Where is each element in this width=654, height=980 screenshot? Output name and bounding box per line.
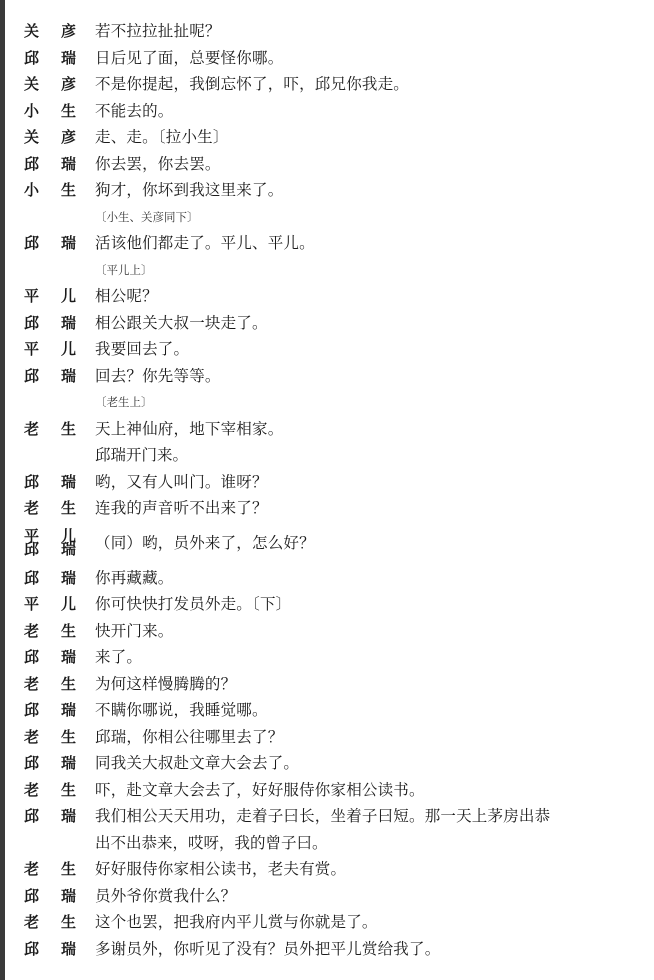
dialogue-text: 不是你提起，我倒忘怀了，吓，邱兄你我走。 — [95, 75, 410, 93]
dialogue-row — [0, 724, 654, 751]
dialogue-row — [0, 18, 654, 45]
dialogue-text: 相公跟关大叔一块走了。 — [95, 313, 268, 332]
speaker-char: 瑞 — [61, 754, 77, 772]
speaker-char: 生 — [61, 780, 77, 799]
dialogue-row — [0, 883, 654, 910]
dialogue-text: 不瞒你哪说，我睡觉哪。 — [95, 701, 268, 719]
speaker-char: 瑞 — [61, 313, 77, 332]
speaker-name — [24, 230, 76, 257]
speaker-char: 邱 — [24, 939, 40, 958]
speaker-name — [24, 777, 76, 804]
speaker-char: 老 — [24, 674, 40, 693]
dialogue-continuation: 邱瑞开门来。 — [95, 446, 189, 464]
speaker-char: 关 — [24, 128, 40, 146]
dialogue-text: 不能去的。 — [95, 101, 174, 120]
speaker-char: 生 — [61, 419, 77, 438]
dialogue-text: 我要回去了。 — [95, 340, 190, 358]
dialogue-row — [0, 151, 654, 178]
speaker-name — [24, 724, 76, 751]
dialogue-text: 这个也罢，把我府内平儿赏与你就是了。 — [95, 913, 378, 931]
speaker-char: 生 — [61, 621, 77, 640]
dialogue-row — [0, 442, 654, 469]
speaker-char: 小 — [24, 101, 40, 120]
speaker-char: 邱 — [24, 568, 40, 587]
speaker-name — [24, 936, 76, 963]
dialogue-row — [0, 71, 654, 98]
speaker-char: 邱 — [24, 886, 40, 905]
speaker-char: 老 — [24, 621, 40, 640]
speaker-name-stacked — [24, 526, 77, 558]
dialogue-text: 天上神仙府，地下宰相家。 — [95, 419, 284, 438]
dialogue-row — [0, 750, 654, 777]
dialogue-row — [0, 416, 654, 443]
dialogue-row — [0, 177, 654, 204]
speaker-name — [24, 124, 76, 151]
speaker-char: 老 — [24, 860, 40, 878]
speaker-char: 瑞 — [61, 472, 77, 491]
dialogue-row — [0, 522, 654, 565]
speaker-name — [24, 45, 76, 72]
speaker-char: 瑞 — [61, 886, 77, 905]
speaker-name — [24, 671, 76, 698]
speaker-name — [24, 283, 76, 310]
speaker-char: 老 — [24, 913, 40, 931]
speaker-name — [24, 856, 76, 883]
dialogue-text: 邱瑞，你相公往哪里去了？ — [95, 727, 284, 746]
dialogue-row — [0, 363, 654, 390]
dialogue-text: 我们相公天天用功，走着子曰长，坐着子曰短。那一天上茅房出恭 — [95, 807, 551, 825]
speaker-char: 邱 — [24, 366, 40, 385]
dialogue-row — [0, 257, 654, 284]
speaker-name — [24, 697, 76, 724]
speaker-name — [24, 539, 77, 558]
dialogue-row — [0, 45, 654, 72]
stage-direction: 〔平儿上〕 — [95, 262, 153, 277]
speaker-char: 邱 — [24, 648, 40, 666]
speaker-char: 瑞 — [61, 648, 77, 666]
dialogue-text: 吓，赴文章大会去了，好好服侍你家相公读书。 — [95, 780, 425, 799]
speaker-char: 瑞 — [61, 939, 77, 958]
speaker-char: 瑞 — [61, 568, 77, 587]
dialogue-row — [0, 124, 654, 151]
speaker-name — [24, 565, 76, 592]
speaker-name — [24, 750, 76, 777]
speaker-char: 老 — [24, 499, 40, 517]
speaker-char: 老 — [24, 780, 40, 799]
dialogue-row — [0, 204, 654, 231]
dialogue-text: 同我关大叔赴文章大会去了。 — [95, 754, 300, 772]
dialogue-row — [0, 565, 654, 592]
speaker-name — [24, 591, 76, 618]
speaker-char: 邱 — [24, 154, 40, 173]
speaker-char: 关 — [24, 75, 40, 93]
speaker-char: 彦 — [61, 75, 77, 93]
speaker-name — [24, 495, 76, 522]
speaker-char: 平 — [24, 287, 40, 305]
dialogue-text: 多谢员外，你听见了没有？员外把平儿赏给我了。 — [95, 939, 441, 958]
dialogue-row — [0, 336, 654, 363]
speaker-char: 瑞 — [61, 807, 77, 825]
dialogue-text: 你再藏藏。 — [95, 568, 174, 587]
speaker-char: 邱 — [24, 701, 40, 719]
dialogue-text: 好好服侍你家相公读书，老夫有赏。 — [95, 860, 347, 878]
dialogue-text: （同）哟，员外来了，怎么好？ — [95, 533, 315, 552]
dialogue-row — [0, 909, 654, 936]
dialogue-row — [0, 98, 654, 125]
dialogue-row — [0, 830, 654, 857]
speaker-char: 瑞 — [61, 234, 77, 252]
speaker-char: 老 — [24, 727, 40, 746]
speaker-char: 老 — [24, 419, 40, 438]
speaker-name — [24, 618, 76, 645]
dialogue-row — [0, 856, 654, 883]
dialogue-row — [0, 591, 654, 618]
dialogue-text: 日后见了面，总要怪你哪。 — [95, 48, 284, 67]
dialogue-row — [0, 283, 654, 310]
speaker-name — [24, 177, 76, 204]
dialogue-row — [0, 777, 654, 804]
speaker-name — [24, 18, 76, 45]
dialogue-row — [0, 671, 654, 698]
speaker-char: 生 — [61, 499, 77, 517]
dialogue-text: 为何这样慢腾腾的？ — [95, 674, 237, 693]
dialogue-row — [0, 389, 654, 416]
dialogue-row — [0, 803, 654, 830]
speaker-char: 儿 — [61, 287, 77, 305]
speaker-char: 平 — [24, 526, 40, 545]
speaker-char: 邱 — [24, 807, 40, 825]
speaker-name — [24, 883, 76, 910]
speaker-char: 生 — [61, 674, 77, 693]
dialogue-text: 回去？你先等等。 — [95, 366, 221, 385]
speaker-name — [24, 416, 76, 443]
script-page — [0, 18, 654, 962]
dialogue-row — [0, 618, 654, 645]
speaker-name — [24, 151, 76, 178]
speaker-char: 儿 — [61, 526, 77, 545]
dialogue-row — [0, 469, 654, 496]
dialogue-text: 员外爷你赏我什么？ — [95, 886, 237, 905]
speaker-name — [24, 98, 76, 125]
dialogue-text: 你可快快打发员外走。〔下〕 — [95, 595, 292, 613]
speaker-char: 邱 — [24, 539, 40, 558]
speaker-char: 彦 — [61, 128, 77, 146]
speaker-name — [24, 310, 76, 337]
speaker-char: 平 — [24, 595, 40, 613]
speaker-char: 生 — [61, 101, 77, 120]
speaker-char: 瑞 — [61, 48, 77, 67]
speaker-char: 瑞 — [61, 701, 77, 719]
speaker-name — [24, 909, 76, 936]
dialogue-text: 连我的声音听不出来了？ — [95, 499, 268, 517]
dialogue-text: 哟，又有人叫门。谁呀？ — [95, 472, 268, 491]
speaker-char: 瑞 — [61, 154, 77, 173]
dialogue-continuation: 出不出恭来，哎呀，我的曾子曰。 — [95, 833, 328, 852]
dialogue-text: 你去罢，你去罢。 — [95, 154, 221, 173]
dialogue-text: 若不拉拉扯扯呢？ — [95, 22, 221, 40]
speaker-name — [24, 363, 76, 390]
speaker-name — [24, 803, 76, 830]
speaker-char: 彦 — [61, 22, 77, 40]
speaker-char: 儿 — [61, 595, 77, 613]
stage-direction: 〔老生上〕 — [95, 395, 153, 409]
speaker-char: 生 — [61, 860, 77, 878]
speaker-name — [24, 71, 76, 98]
dialogue-row — [0, 644, 654, 671]
speaker-char: 儿 — [61, 340, 77, 358]
speaker-char: 生 — [61, 913, 77, 931]
speaker-name — [24, 469, 76, 496]
speaker-name — [24, 336, 76, 363]
speaker-char: 瑞 — [61, 539, 77, 558]
dialogue-row — [0, 936, 654, 963]
dialogue-row — [0, 697, 654, 724]
dialogue-text: 走、走。〔拉小生〕 — [95, 128, 229, 146]
speaker-char: 小 — [24, 181, 40, 199]
speaker-char: 生 — [61, 727, 77, 746]
speaker-char: 邱 — [24, 754, 40, 772]
speaker-char: 邱 — [24, 472, 40, 491]
speaker-name — [24, 644, 76, 671]
dialogue-text: 快开门来。 — [95, 621, 174, 640]
dialogue-text: 相公呢？ — [95, 287, 158, 305]
speaker-char: 瑞 — [61, 366, 77, 385]
stage-direction: 〔小生、关彦同下〕 — [95, 209, 199, 224]
dialogue-text: 狗才，你坏到我这里来了。 — [95, 181, 284, 199]
speaker-char: 邱 — [24, 234, 40, 252]
speaker-char: 平 — [24, 340, 40, 358]
dialogue-text: 来了。 — [95, 648, 143, 666]
dialogue-row — [0, 495, 654, 522]
dialogue-text: 活该他们都走了。平儿、平儿。 — [95, 234, 315, 252]
dialogue-row — [0, 230, 654, 257]
speaker-char: 邱 — [24, 313, 40, 332]
speaker-char: 生 — [61, 181, 77, 199]
speaker-char: 邱 — [24, 48, 40, 67]
dialogue-row — [0, 310, 654, 337]
speaker-char: 关 — [24, 22, 40, 40]
